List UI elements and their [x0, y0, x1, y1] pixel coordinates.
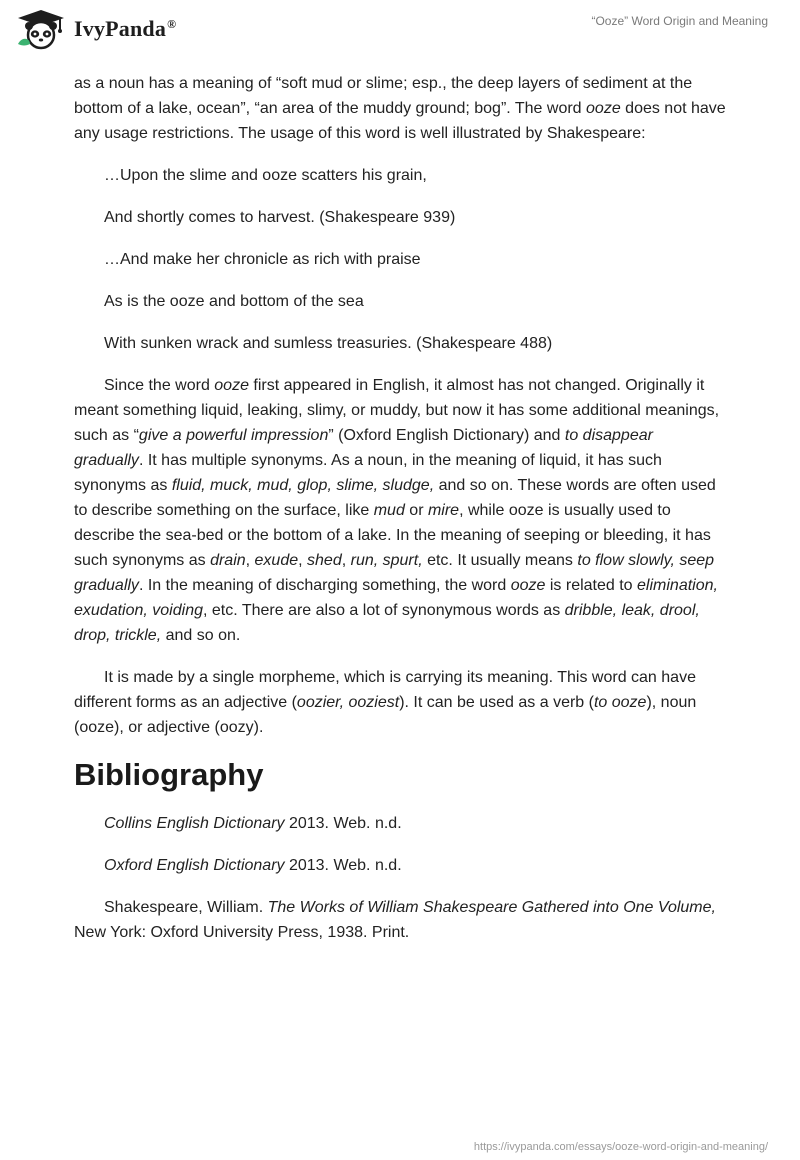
italic-text: fluid, muck, mud, glop, slime, sludge, [171, 477, 435, 494]
italic-text: Oxford English Dictionary [104, 857, 285, 874]
quote-line: And shortly comes to harvest. (Shakespeare 939) [104, 209, 456, 226]
italic-text: mud [373, 502, 405, 519]
italic-text: to flow slowly, seep gradually [74, 552, 715, 594]
document-title: “Ooze” Word Origin and Meaning [591, 14, 768, 28]
bibliography-entry: Shakespeare, William. The Works of William Shakespeare Gathered into One Volume, New York: Oxford University Press, 1938. Print. [74, 899, 716, 941]
registered-mark: ® [167, 16, 177, 31]
essay-content [74, 71, 726, 962]
quote-line: …And make her chronicle as rich with praise [104, 251, 421, 268]
panda-graduate-icon [14, 8, 68, 50]
italic-text: run, spurt, [350, 552, 423, 569]
bibliography-entry: Oxford English Dictionary 2013. Web. n.d. [104, 857, 402, 874]
body-paragraph: Since the word ooze first appeared in English, it almost has not changed. Originally it meant something liquid, leaking, slimy, or muddy, but now it has some additional meanings, such as “give a powerful impression” (Oxford English Dictionary) and to disappear gradually. It has multiple synonyms. As a noun, in the meaning of liquid, it has such synonyms as fluid, muck, mud, glop, slime, sludge, and so on. These words are often used to describe something on the surface, like mud or mire, while ooze is usually used to describe the sea-bed or the bottom of a lake. In the meaning of seeping or bleeding, it has such synonyms as drain, exude, shed, run, spurt, etc. It usually means to flow slowly, seep gradually. In the meaning of discharging something, the word ooze is related to elimination, exudation, voiding, etc. There are also a lot of synonymous words as dribble, leak, drool, drop, trickle, and so on. [74, 377, 720, 644]
quote-line: …Upon the slime and ooze scatters his grain, [104, 167, 427, 184]
quote-line: As is the ooze and bottom of the sea [104, 293, 364, 310]
italic-text: Collins English Dictionary [104, 815, 285, 832]
italic-text: shed [307, 552, 342, 569]
italic-text: The Works of William Shakespeare Gathered into One Volume, [267, 899, 716, 916]
brand-logo[interactable] [14, 8, 176, 50]
italic-text: to ooze [593, 694, 647, 711]
italic-text: elimination, exudation, voiding [74, 577, 718, 619]
source-url[interactable]: https://ivypanda.com/essays/ooze-word-origin-and-meaning/ [473, 1141, 768, 1153]
italic-text: oozier, ooziest [296, 694, 400, 711]
bibliography-heading: Bibliography [74, 757, 264, 792]
logo-wordmark: IvyPanda® [74, 16, 177, 41]
italic-text: give a powerful impression [138, 427, 329, 444]
italic-text: drain [210, 552, 246, 569]
italic-text: mire [427, 502, 460, 519]
body-paragraph: as a noun has a meaning of “soft mud or slime; esp., the deep layers of sediment at the bottom of a lake, ocean”, “an area of the muddy ground; bog”. The word ooze does not have any usage restrictions. The usage of this word is well illustrated by Shakespeare: [74, 75, 726, 142]
quote-line: With sunken wrack and sumless treasuries. (Shakespeare 488) [104, 335, 553, 352]
italic-text: to disappear gradually [74, 427, 653, 469]
italic-text: dribble, leak, drool, drop, trickle, [74, 602, 700, 644]
italic-text: ooze [214, 377, 249, 394]
italic-text: exude [254, 552, 299, 569]
bibliography-entry: Collins English Dictionary 2013. Web. n.d. [104, 815, 402, 832]
body-paragraph: It is made by a single morpheme, which is carrying its meaning. This word can have different forms as an adjective (oozier, ooziest). It can be used as a verb (to ooze), noun (ooze), or adjective (oozy). [74, 669, 697, 736]
italic-text: ooze [586, 100, 621, 117]
italic-text: ooze [510, 577, 546, 594]
